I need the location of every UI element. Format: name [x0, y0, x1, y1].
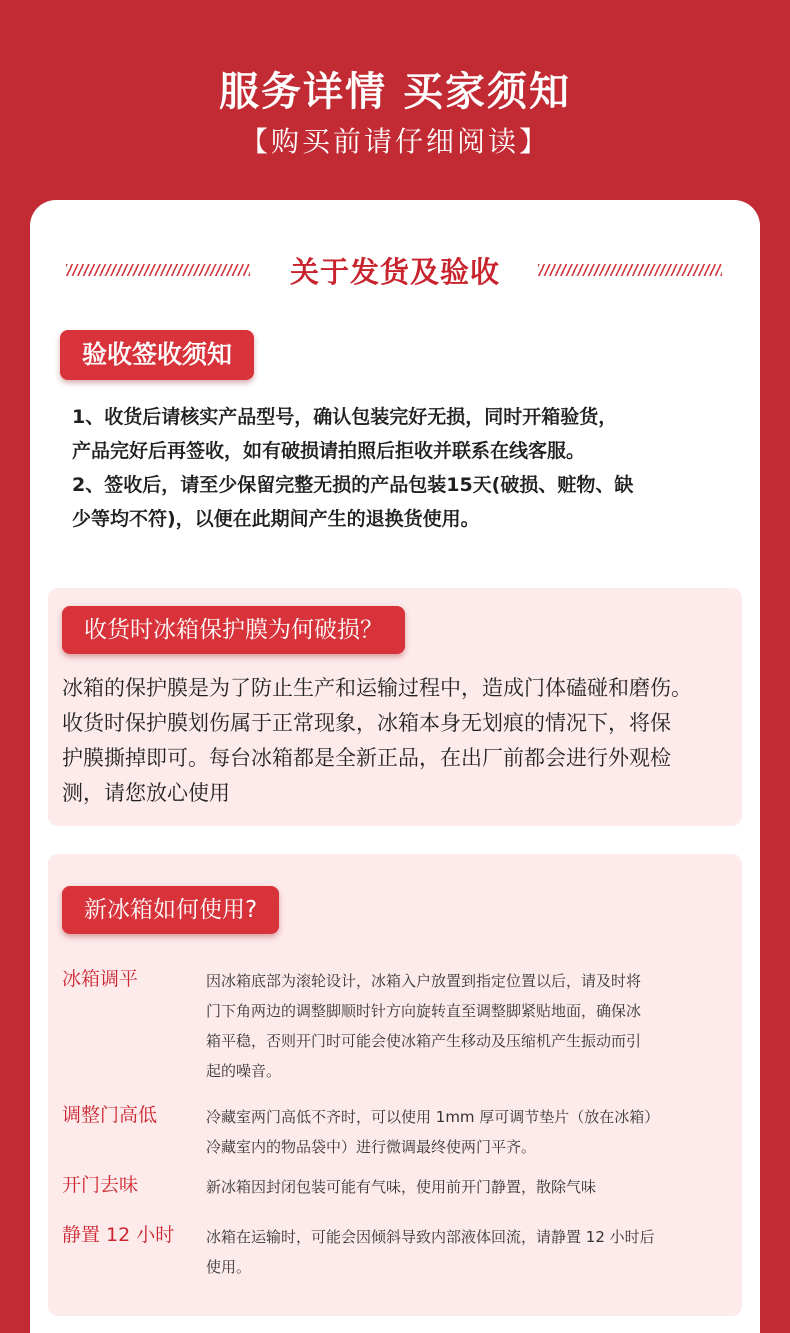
- page-header: [0, 0, 790, 200]
- usage-line: 门下角两边的调整脚顺时针方向旋转直至调整脚紧贴地面，确保冰: [206, 1002, 642, 1020]
- film-faq-panel: [48, 588, 742, 826]
- usage-panel: [48, 854, 742, 1316]
- content-card: [30, 200, 760, 1333]
- usage-item-label: 开门去味: [62, 1174, 139, 1196]
- film-line: 冰箱的保护膜是为了防止生产和运输过程中，造成门体磕碰和磨伤。: [62, 676, 692, 700]
- film-line: 测，请您放心使用: [62, 781, 230, 805]
- film-faq-label: 收货时冰箱保护膜为何破损？: [62, 606, 405, 654]
- acceptance-line: 少等均不符)，以便在此期间产生的退换货使用。: [72, 508, 480, 530]
- usage-item-text: [206, 1102, 726, 1162]
- usage-item-label: 调整门高低: [62, 1104, 158, 1126]
- usage-line: 起的噪音。: [206, 1062, 282, 1080]
- usage-label: 新冰箱如何使用?: [62, 886, 279, 934]
- usage-line: 冷藏室两门高低不齐时，可以使用 1mm 厚可调节垫片（放在冰箱）: [206, 1108, 660, 1126]
- usage-line: 新冰箱因封闭包装可能有气味，使用前开门静置，散除气味: [206, 1178, 597, 1196]
- page-title: 服务详情 买家须知: [219, 69, 571, 115]
- usage-item-text: [206, 1172, 726, 1202]
- section-title: 关于发货及验收: [289, 255, 500, 289]
- usage-line: 冰箱在运输时，可能会因倾斜导致内部液体回流，请静置 12 小时后: [206, 1228, 655, 1246]
- film-faq-text: [62, 671, 742, 811]
- usage-item-text: [206, 1222, 726, 1282]
- acceptance-line: 1、收货后请核实产品型号，确认包装完好无损，同时开箱验货，: [72, 406, 618, 428]
- film-line: 护膜撕掉即可。每台冰箱都是全新正品，在出厂前都会进行外观检: [62, 746, 671, 770]
- usage-item-label: 静置 12 小时: [62, 1224, 175, 1246]
- acceptance-line: 2、签收后，请至少保留完整无损的产品包装15天(破损、赃物、缺: [72, 474, 634, 496]
- acceptance-notice-text: [72, 400, 732, 536]
- usage-line: 因冰箱底部为滚轮设计，冰箱入户放置到指定位置以后，请及时将: [206, 972, 642, 990]
- usage-line: 箱平稳，否则开门时可能会使冰箱产生移动及压缩机产生振动而引: [206, 1032, 642, 1050]
- page-subtitle: 【购买前请仔细阅读】: [239, 125, 550, 158]
- decorative-stripes-right: [538, 264, 722, 276]
- usage-line: 冷藏室内的物品袋中）进行微调最终使两门平齐。: [206, 1138, 537, 1156]
- acceptance-line: 产品完好后再签收，如有破损请拍照后拒收并联系在线客服。: [72, 440, 586, 462]
- film-line: 收货时保护膜划伤属于正常现象，冰箱本身无划痕的情况下，将保: [62, 711, 671, 735]
- usage-item-label: 冰箱调平: [62, 968, 139, 990]
- acceptance-notice-label: 验收签收须知: [60, 330, 254, 380]
- usage-item-text: [206, 966, 726, 1086]
- decorative-stripes-left: [66, 264, 250, 276]
- section-header: [30, 248, 760, 292]
- usage-line: 使用。: [206, 1258, 252, 1276]
